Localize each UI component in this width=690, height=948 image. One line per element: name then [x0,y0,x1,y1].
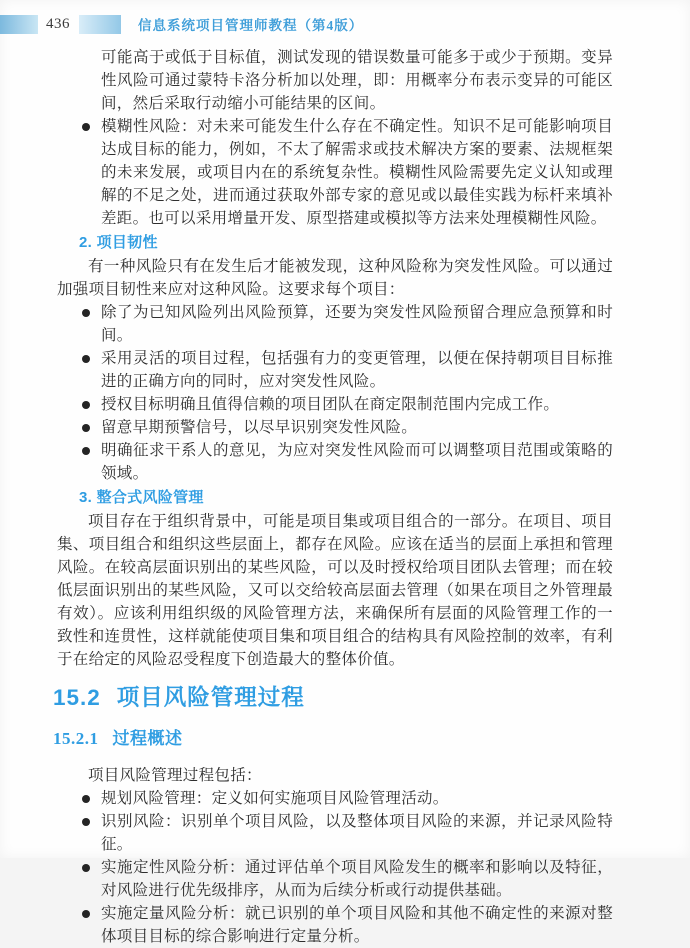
page-content [53,46,613,948]
subsection-heading-15-2-1 [53,727,613,751]
page-number: 436 [46,15,70,32]
list-item [82,115,613,230]
list-item-text: 规划风险管理：定义如何实施项目风险管理活动。 [101,790,449,807]
book-title: 信息系统项目管理师教程（第4版） [138,18,364,33]
subsection-number: 15.2.1 [53,729,99,748]
paragraph-project-resilience: 有一种风险只有在发生后才能被发现，这种风险称为突发性风险。可以通过加强项目韧性来应对这种风险。这要求每个项目： [57,258,613,298]
list-item-text: 实施定性风险分析：通过评估单个项目风险发生的概率和影响以及特征，对风险进行优先级排序，从而为后续分析或行动提供基础。 [101,859,613,899]
bullet-icon [82,795,90,803]
bullet-icon [82,910,90,918]
bullet-icon [82,123,90,131]
bullet-icon [82,355,90,363]
process-intro-line: 项目风险管理过程包括： [88,767,262,784]
bullet-icon [82,424,90,432]
list-item [82,787,613,810]
resilience-bullet-list [57,301,613,485]
bullet-icon [82,447,90,455]
list-item-text: 留意早期预警信号，以尽早识别突发性风险。 [101,419,418,436]
list-item-text: 实施定量风险分析：就已识别的单个项目风险和其他不确定性的来源对整体项目目标的综合影响进行定量分析。 [101,905,613,945]
list-item [82,393,613,416]
list-item-text: 识别风险：识别单个项目风险，以及整体项目风险的来源，并记录风险特征。 [101,813,613,853]
list-item [82,902,613,948]
list-item [82,810,613,856]
subsection-heading-integrated-risk-management: 3. 整合式风险管理 [79,489,204,506]
paragraph-integrated-risk-management: 项目存在于组织背景中，可能是项目集或项目组合的一部分。在项目、项目集、项目组合和组织这些层面上，都存在风险。应该在适当的层面上承担和管理风险。在较高层面识别出的某些风险，可以及时授权给项目团队去管理；而在较低层面识别出的某些风险，又可以交给较高层面去管理（如果在项目之外管理最有效）。应该利用组织级的风险管理方法，来确保所有层面的风险管理工作的一致性和连贯性，这样就能使项目集和项目组合的结构具有风险控制的效率，有利于在给定的风险忍受程度下创造最大的整体价值。 [57,513,613,668]
list-item [82,347,613,393]
list-item-text: 除了为已知风险列出风险预算，还要为突发性风险预留合理应急预算和时间。 [101,304,613,344]
carryover-paragraph: 可能高于或低于目标值，测试发现的错误数量可能多于或少于预期。变异性风险可通过蒙特卡洛分析加以处理，即：用概率分布表示变异的可能区间，然后采取行动缩小可能结果的区间。 [101,49,613,112]
process-bullet-list [57,787,613,948]
section-title: 项目风险管理过程 [116,685,305,710]
list-item [82,416,613,439]
list-item [82,856,613,902]
subsection-heading-project-resilience: 2. 项目韧性 [79,234,158,251]
list-item-text: 模糊性风险：对未来可能发生什么存在不确定性。知识不足可能影响项目达成目标的能力，例如，不太了解需求或技术解决方案的要素、法规框架的未来发展，或项目内在的系统复杂性。模糊性风险需要先定义认知或理解的不足之处，进而通过获取外部专家的意见或以最佳实践为标杆来填补差距。也可以采用增量开发、原型搭建或模拟等方法来处理模糊性风险。 [101,118,613,227]
section-heading-15-2 [53,683,613,713]
header-accent-band-left [0,15,38,34]
list-item-text: 采用灵活的项目过程，包括强有力的变更管理，以便在保持朝项目目标推进的正确方向的同时，应对突发性风险。 [101,350,613,390]
risk-type-bullet-list [57,115,613,230]
list-item-text: 授权目标明确且值得信赖的项目团队在商定限制范围内完成工作。 [101,396,560,413]
subsection-title: 过程概述 [112,729,183,748]
bullet-icon [82,818,90,826]
header-accent-band-right [79,15,121,34]
bullet-icon [82,401,90,409]
bullet-icon [82,309,90,317]
list-item [82,301,613,347]
page-header [0,14,690,34]
list-item [82,439,613,485]
section-number: 15.2 [53,685,101,710]
list-item-text: 明确征求干系人的意见，为应对突发性风险而可以调整项目范围或策略的领域。 [101,442,613,482]
bullet-icon [82,864,90,872]
